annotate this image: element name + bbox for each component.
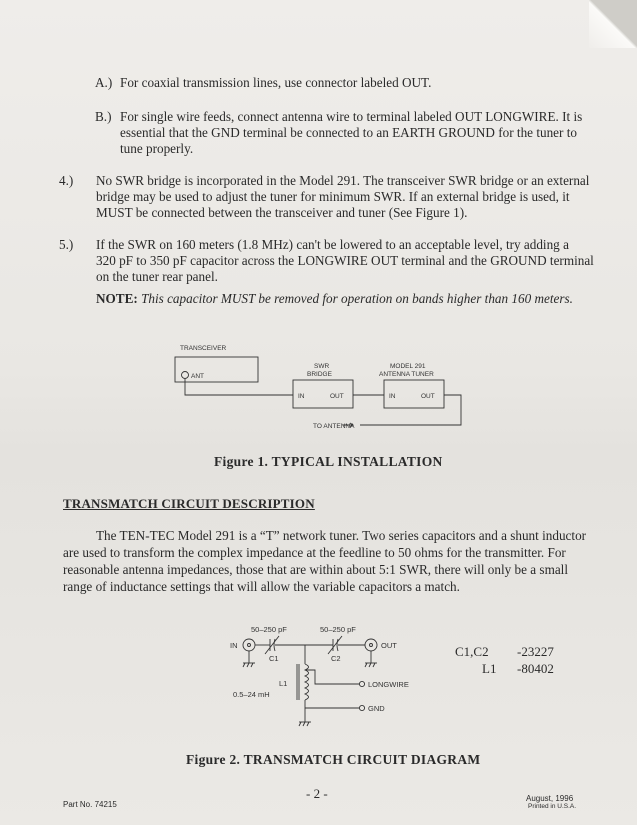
figure-2-caption: Figure 2. TRANSMATCH CIRCUIT DIAGRAM [186, 752, 481, 767]
section-para-line3: reasonable antenna impedances, those that are within about 5:1 SWR, there will only be a small [63, 562, 569, 577]
longwire-wire [305, 670, 359, 684]
ind-ground-tick3 [307, 722, 309, 726]
parts-l-number: -80402 [517, 661, 554, 676]
ant-connector-icon [182, 372, 189, 379]
out-label: OUT [381, 641, 397, 650]
c2-value-label: 50–250 pF [320, 625, 356, 634]
figure-1-caption: Figure 1. TYPICAL INSTALLATION [214, 454, 443, 469]
figure-2-circuit [225, 620, 435, 735]
in-ground-tick3 [251, 663, 253, 667]
page-number: - 2 - [306, 786, 328, 801]
tuner-label-2: ANTENNA TUNER [379, 371, 434, 378]
transceiver-label: TRANSCEIVER [180, 345, 227, 352]
in-ground-tick2 [247, 663, 249, 667]
swr-out-label: OUT [330, 393, 344, 400]
item-a-text: For coaxial transmission lines, use connector labeled OUT. [120, 75, 432, 90]
item-5-line3: on the tuner rear panel. [96, 269, 218, 284]
item-b-line2: essential that the GND terminal be connected to an EARTH GROUND for the tuner to [120, 125, 577, 140]
gnd-terminal-icon [359, 705, 364, 710]
note-text: This capacitor MUST be removed for operation on bands higher than 160 meters. [141, 291, 573, 306]
note-label: NOTE: [96, 291, 138, 306]
item-a-label: A.) [95, 75, 113, 90]
c1-value-label: 50–250 pF [251, 625, 287, 634]
out-ground-tick3 [373, 663, 375, 667]
out-connector-pin [370, 644, 373, 647]
printed-in: Printed in U.S.A. [528, 803, 577, 810]
swr-bridge-label-2: BRIDGE [307, 371, 332, 378]
section-heading: TRANSMATCH CIRCUIT DESCRIPTION [63, 496, 315, 511]
item-5-label: 5.) [59, 237, 74, 252]
figure-1-diagram [150, 335, 480, 440]
to-antenna-label: TO ANTENNA [313, 423, 355, 430]
swr-in-label: IN [298, 393, 305, 400]
ind-ground-tick2 [303, 722, 305, 726]
section-para-line1: The TEN-TEC Model 291 is a “T” network tuner. Two series capacitors and a shunt inductor [96, 528, 587, 543]
item-5-line2: 320 pF to 350 pF capacitor across the LONGWIRE OUT terminal and the GROUND terminal [96, 253, 594, 268]
item-b-line3: tune properly. [120, 141, 194, 156]
in-connector-pin [248, 644, 251, 647]
out-ground-tick2 [369, 663, 371, 667]
in-label: IN [230, 641, 238, 650]
l1-coil-icon [305, 664, 309, 700]
parts-c-label: C1,C2 [455, 644, 489, 659]
section-para-line4: range of inductance settings that will allow the variable capacitors a match. [63, 579, 460, 594]
part-number: Part No. 74215 [63, 800, 117, 809]
item-5-line1: If the SWR on 160 meters (1.8 MHz) can't be lowered to an acceptable level, try adding a [96, 237, 569, 252]
swr-bridge-label-1: SWR [314, 363, 330, 370]
section-para-line2: are used to transform the complex impedance at the feedline to 50 ohms for the transmitter. For [63, 545, 566, 560]
parts-l-label: L1 [482, 661, 497, 676]
c2-label: C2 [331, 654, 341, 663]
c1-label: C1 [269, 654, 279, 663]
l1-label: L1 [279, 679, 288, 688]
antenna-feed-line [360, 395, 461, 425]
item-4-line3: MUST be connected between the transceiver and tuner (See Figure 1). [96, 205, 468, 220]
item-b-line1: For single wire feeds, connect antenna wire to terminal labeled OUT LONGWIRE. It is [120, 109, 583, 124]
print-date: August, 1996 [526, 794, 574, 803]
note [96, 289, 573, 308]
longwire-terminal-icon [359, 681, 364, 686]
tuner-in-label: IN [389, 393, 396, 400]
gnd-label: GND [368, 704, 385, 713]
transceiver-cable [185, 379, 293, 395]
in-connector-icon [243, 639, 255, 651]
item-b-label: B.) [95, 109, 112, 124]
tuner-label-1: MODEL 291 [390, 363, 426, 370]
in-ground-tick1 [243, 663, 245, 667]
folded-corner [589, 0, 637, 48]
ant-label: ANT [191, 373, 204, 380]
item-4-label: 4.) [59, 173, 74, 188]
longwire-label: LONGWIRE [368, 680, 409, 689]
parts-c-number: -23227 [517, 644, 554, 659]
l1-value-label: 0.5–24 mH [233, 690, 270, 699]
item-4-line1: No SWR bridge is incorporated in the Model 291. The transceiver SWR bridge or an external [96, 173, 590, 188]
out-ground-tick1 [365, 663, 367, 667]
item-4-line2: bridge may be used to adjust the tuner for minimum SWR. If an external bridge is used, it [96, 189, 570, 204]
out-connector-icon [365, 639, 377, 651]
transceiver-box [175, 357, 258, 382]
ind-ground-tick1 [299, 722, 301, 726]
tuner-out-label: OUT [421, 393, 435, 400]
